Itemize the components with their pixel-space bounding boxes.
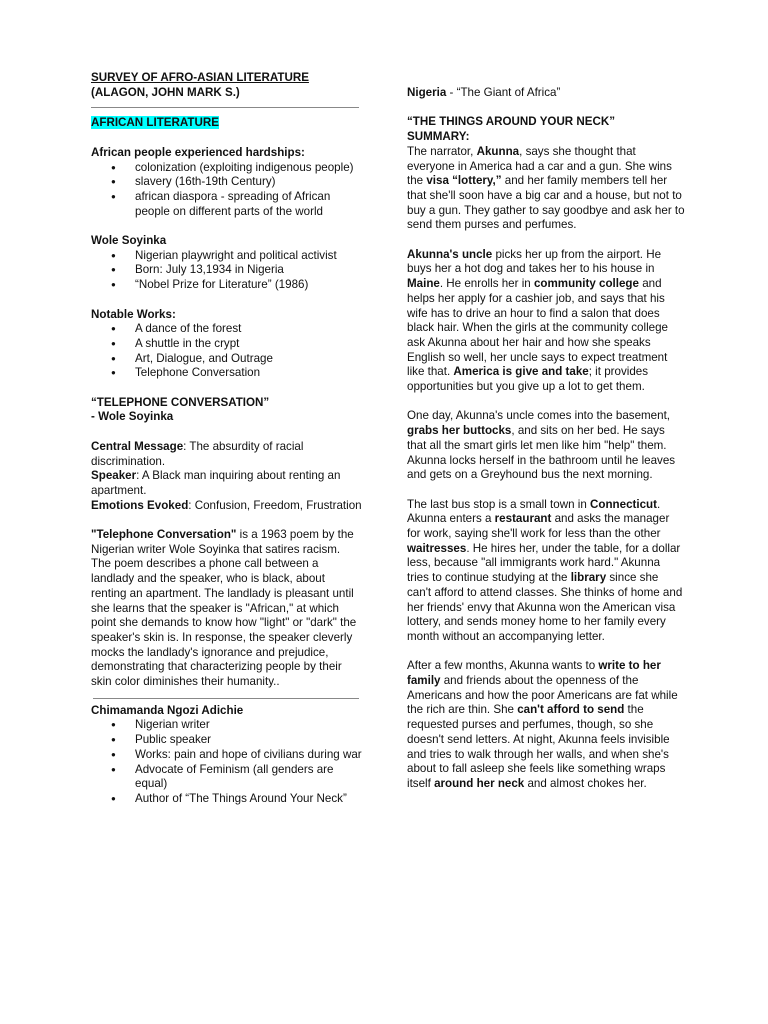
text-run: , and sits on her bed. He says that all the smart girls let men like him "help" them. Akunna locks herself in the bathroom until he leaves and gets on a Greyhound bus the next morning.	[407, 424, 676, 482]
text-run: The narrator,	[407, 144, 477, 158]
list-item: ● Born: July 13,1934 in Nigeria	[91, 263, 363, 278]
tc-heading: “TELEPHONE CONVERSATION”	[91, 395, 270, 409]
tc-author: - Wole Soyinka	[91, 410, 174, 424]
emotions-line: Emotions Evoked: Confusion, Freedom, Frustration	[91, 498, 362, 512]
list-item: ● Works: pain and hope of civilians during war	[91, 748, 363, 763]
list-item: ● african diaspora - spreading of African people on different parts of the world	[91, 190, 363, 219]
bold-phrase: around her neck	[434, 776, 525, 790]
bold-phrase: Connecticut	[590, 497, 658, 511]
summary-label: SUMMARY:	[407, 130, 470, 144]
summary-paragraph	[407, 248, 685, 395]
soyinka-heading: Wole Soyinka	[91, 234, 167, 247]
central-message: Central Message: The absurdity of racial discrimination.	[91, 439, 304, 468]
summary-paragraph	[407, 659, 685, 791]
text-run: since she can't afford to attend classes. She thinks of home and her friends' envy that Akunna won the American visa lottery, and sends money home to her family every month without an accompanying letter.	[407, 571, 683, 643]
text-run: . He hires her, under the table, for a dollar less, because "all immigrants work hard." Akunna tries to continue studying at the	[407, 541, 681, 585]
summary-paragraph	[407, 498, 685, 645]
bold-phrase: grabs her buttocks	[407, 424, 512, 438]
summary-paragraph	[407, 145, 685, 233]
bold-phrase: visa “lottery,”	[426, 174, 502, 188]
text-run: and her family members tell her that she'll soon have a big car and a house, but not to buy a gun. They gather to say goodbye and ask her to send them purses and perfumes.	[407, 174, 685, 232]
bold-phrase: Akunna	[476, 144, 520, 158]
bold-phrase: America is give and take	[453, 365, 589, 379]
adichie-list	[91, 718, 363, 806]
text-run: ; it provides opportunities but you give up a lot to get them.	[407, 365, 649, 394]
list-item: ● Nigerian playwright and political activist	[91, 249, 363, 264]
list-item: ● Nigerian writer	[91, 718, 363, 733]
text-run: After a few months, Akunna wants to	[407, 659, 599, 673]
text-run: and helps her apply for a cashier job, and says that his wife has to drive an hour to find a salon that does black hair. When the girls at the community college ask Akunna about her hair and how she speaks English so well, her uncle says to expect treatment like that.	[407, 277, 668, 379]
bold-phrase: community college	[533, 277, 639, 291]
bold-phrase: waitresses	[407, 541, 467, 555]
list-item: ● A dance of the forest	[91, 322, 363, 337]
list-item: ● Art, Dialogue, and Outrage	[91, 352, 363, 367]
bold-phrase: write to her family	[407, 659, 661, 688]
list-item: ● Advocate of Feminism (all genders are equal)	[91, 763, 363, 792]
list-item: ● colonization (exploiting indigenous people)	[91, 161, 363, 176]
story-title: “THE THINGS AROUND YOUR NECK”	[407, 115, 616, 129]
works-heading: Notable Works:	[91, 307, 176, 321]
bold-phrase: restaurant	[494, 512, 552, 526]
summary-paragraph	[407, 409, 685, 483]
left-column	[91, 71, 363, 807]
list-item: ● Author of “The Things Around Your Neck”	[91, 792, 363, 807]
text-run: . Akunna enters a	[407, 497, 661, 526]
text-run: . He enrolls her in	[439, 277, 534, 291]
bold-phrase: can't afford to send	[517, 703, 625, 717]
text-run: and almost chokes her.	[524, 776, 647, 790]
list-item: ● Public speaker	[91, 733, 363, 748]
text-run: One day, Akunna's uncle comes into the basement,	[407, 409, 671, 423]
text-run: and asks the manager for work, saying she'll work for less than the other	[407, 512, 670, 541]
adichie-heading: Chimamanda Ngozi Adichie	[91, 703, 244, 717]
nigeria-line: Nigeria - “The Giant of Africa”	[407, 86, 561, 99]
tc-paragraph: "Telephone Conversation" is a 1963 poem by the Nigerian writer Wole Soyinka that satires racism. The poem describes a phone call between a landlady and the speaker, who is black, about renting an apartment. The landlady is pleasant until she learns that the speaker is "African," at which point she demands to know how "light" or "dark" the speaker's skin is. In response, the speaker cleverly mocks the landlady's ignorance and prejudice, demonstrating that characterizing people by their skin color diminishes their humanity..	[91, 528, 357, 689]
hardships-list	[91, 161, 363, 220]
text-run: picks her up from the airport. He buys her a hot dog and takes her to his house in	[407, 247, 662, 276]
text-run: and friends about the openness of the Americans and how the poor Americans are fat while the rich are thin. She	[407, 674, 678, 717]
doc-title: SURVEY OF AFRO-ASIAN LITERATURE	[91, 71, 309, 84]
list-item: ● slavery (16th-19th Century)	[91, 175, 363, 190]
list-item: ● Telephone Conversation	[91, 366, 363, 381]
hardships-heading: African people experienced hardships:	[91, 145, 305, 159]
text-run: The last bus stop is a small town in	[407, 497, 591, 511]
list-item: ● “Nobel Prize for Literature” (1986)	[91, 278, 363, 293]
works-list	[91, 322, 363, 381]
bold-phrase: Akunna's uncle	[407, 247, 493, 261]
right-column	[407, 86, 685, 792]
section-heading: AFRICAN LITERATURE	[91, 116, 219, 130]
text-run: the requested purses and perfumes, though, so she doesn't send letters. At night, Akunna feels invisible and tries to walk through her walls, and when she's about to fall asleep she feels like something wraps itself	[407, 703, 670, 790]
text-run: , says she thought that everyone in America had a car and a gun. She wins the	[407, 144, 672, 188]
bold-phrase: Maine	[407, 277, 440, 291]
speaker-line: Speaker: A Black man inquiring about renting an apartment.	[91, 469, 341, 497]
soyinka-list	[91, 249, 363, 293]
doc-author: (ALAGON, JOHN MARK S.)	[91, 85, 240, 99]
list-item: ● A shuttle in the crypt	[91, 337, 363, 352]
bold-phrase: library	[570, 571, 607, 585]
